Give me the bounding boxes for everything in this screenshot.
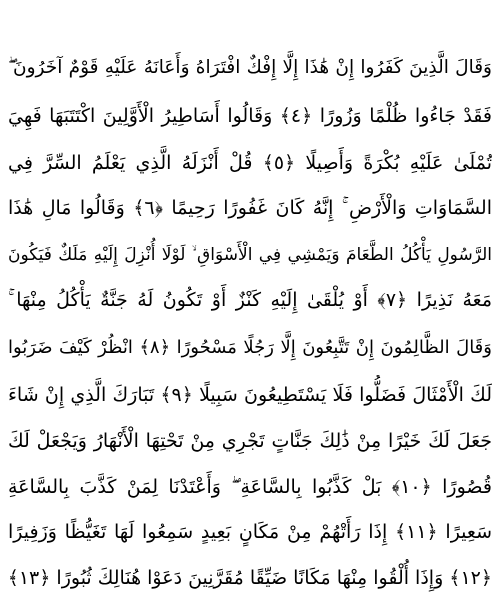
- text-line-3: تُمْلَىٰ عَلَيْهِ بُكْرَةً وَأَصِيلًا ﴿٥﴾ قُلْ أَنْزَلَهُ الَّذِي يَعْلَمُ السِّرَّ فِي: [8, 152, 492, 174]
- text-line-8: لَكَ الْأَمْثَالَ فَضَلُّوا فَلَا يَسْتَطِيعُونَ سَبِيلًا ﴿٩﴾ تَبَارَكَ الَّذِي إِنْ شَاءَ: [8, 384, 492, 406]
- text-line-10: قُصُورًا ﴿١٠﴾ بَلْ كَذَّبُوا بِالسَّاعَةِ ۖ وَأَعْتَدْنَا لِمَنْ كَذَّبَ بِالسَّاعَةِ: [8, 476, 492, 498]
- text-line-4: السَّمَاوَاتِ وَالْأَرْضِ ۚ إِنَّهُ كَانَ غَفُورًا رَحِيمًا ﴿٦﴾ وَقَالُوا مَالِ هَٰذَا: [8, 197, 492, 219]
- text-line-11: سَعِيرًا ﴿١١﴾ إِذَا رَأَتْهُمْ مِنْ مَكَانٍ بَعِيدٍ سَمِعُوا لَهَا تَغَيُّظًا وَزَفِيرًا: [8, 521, 492, 543]
- text-line-6: مَعَهُ نَذِيرًا ﴿٧﴾ أَوْ يُلْقَىٰ إِلَيْهِ كَنْزٌ أَوْ تَكُونُ لَهُ جَنَّةٌ يَأْكُلُ مِنْهَا ۚ: [8, 289, 492, 311]
- text-line-7: وَقَالَ الظَّالِمُونَ إِنْ تَتَّبِعُونَ إِلَّا رَجُلًا مَسْحُورًا ﴿٨﴾ انْظُرْ كَيْفَ ضَرَبُوا: [8, 337, 492, 358]
- text-line-2: فَقَدْ جَاءُوا ظُلْمًا وَزُورًا ﴿٤﴾ وَقَالُوا أَسَاطِيرُ الْأَوَّلِينَ اكْتَتَبَهَا فَهِيَ: [8, 105, 492, 127]
- text-line-12: ﴿١٢﴾ وَإِذَا أُلْقُوا مِنْهَا مَكَانًا ضَيِّقًا مُقَرَّنِينَ دَعَوْا هُنَالِكَ ثُبُورًا ﴿١٣﴾: [8, 567, 492, 589]
- text-line-5: الرَّسُولِ يَأْكُلُ الطَّعَامَ وَيَمْشِي فِي الْأَسْوَاقِ ۙ لَوْلَا أُنْزِلَ إِلَيْهِ مَلَكٌ فَيَكُونَ: [8, 245, 492, 265]
- text-line-1: وَقَالَ الَّذِينَ كَفَرُوا إِنْ هَٰذَا إِلَّا إِفْكٌ افْتَرَاهُ وَأَعَانَهُ عَلَيْهِ قَوْمٌ آخَرُونَ ۖ: [8, 57, 492, 78]
- text-line-9: جَعَلَ لَكَ خَيْرًا مِنْ ذَٰلِكَ جَنَّاتٍ تَجْرِي مِنْ تَحْتِهَا الْأَنْهَارُ وَيَجْعَلْ لَكَ: [8, 430, 492, 452]
